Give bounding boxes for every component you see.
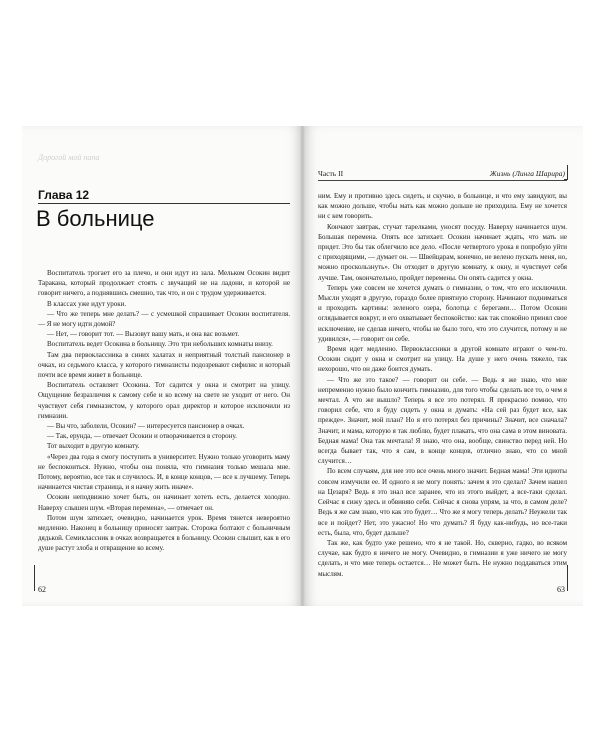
left-paragraph: В классах уже идут уроки. <box>47 299 127 308</box>
right-paragraph: Время идет медленно. Первоклассники в другой комнате играют о чем-то. Осокин сидит у окна и смотрит на улицу. На душе у него очень тяжело, так нехорошо, что он даже боится думать. <box>318 345 567 374</box>
chapter-label: Глава 12 <box>38 188 90 202</box>
running-head-bracket <box>564 165 568 180</box>
left-paragraph: — Так, ерунда, — отвечает Осокин и отворачивается в сторону. <box>47 432 237 441</box>
left-paragraph: Там два первоклассника в синих халатах и неприятный толстый пансионер в очках, из седьмого класса, у которого гимназисты подозревают сифилис и который почти все время живет в больнице. <box>38 350 290 380</box>
left-paragraph: — Вы что, заболели, Осокин? — интересуется пансионер в очках. <box>47 422 245 431</box>
right-paragraph: ним. Ему и противно здесь сидеть, и скучно, в больнице, и что ему завидуют, вы как можно дольше, чтобы мать как можно дольше не приходила. Ему не хочется ни с кем говорить. <box>318 192 567 221</box>
left-ghost-header: Дорогой мой папа <box>38 153 100 162</box>
running-head-title: Жизнь (Линга Шарира) <box>489 169 565 178</box>
right-page-number: 63 <box>557 585 565 594</box>
left-paragraph: Воспитатель ведет Осокина в больницу. Это три небольших комнаты внизу. <box>47 340 273 349</box>
running-head-part: Часть II <box>318 169 344 178</box>
book-spine <box>300 126 305 606</box>
chapter-rule <box>38 203 290 204</box>
left-paragraph: — Что же теперь мне делать? — с усмешкой спрашивает Осокин воспитателя. — Я не могу идти домой? <box>38 309 290 329</box>
left-paragraph: «Через два года я смогу поступить в университет. Нужно только уговорить маму не беспокоиться. Нужно, чтобы она поняла, что гимназия только мешала мне. Потому, вероятно, все так и случилось. И, в конце концов, — все к лучшему. Теперь начинается чистая страница, и я начну жить иначе». <box>38 452 290 492</box>
right-page-text <box>318 191 567 579</box>
right-paragraph: Кончают завтрак, стучат тарелками, уносят посуду. Наверху начинается шум. Большая перемена. Опять все затихает. Осокин начинает ждать, что мать не придет. Это бы так облегчило все дело. «После четвертого урока я попробую уйти с приходящими, — думает он. — Швейцарам, конечно, не велено пускать меня, но, можно проскользнуть». Он отходит в другую комнату, к окну, и чувствует себя лучше. Там, окончательно, пройдет перемены. Он опять садится у окна. <box>318 222 567 282</box>
right-paragraph: Теперь уже совсем не хочется думать о гимназии, о том, что его исключили. Мысли уходят в другую, гораздо более приятную сторону. Начинают подниматься и проходить картины: зеленого озера, болотца с берегами… Потом Осокин оглядывается вокруг, и его охватывает беспокойство: как так спокойно принял свое исключение, не сделав ничего, чтобы не было того, что это случится, потому и не удивился», — говорит он себе. <box>318 283 567 343</box>
right-paragraph: Так же, как будто уже решено, что я не такой. Но, скверно, гадко, во всяком случае, как будто я ничего не могу. Очевидно, в гимназии я уже ничего не могу сделать, и что мне теперь остается… Не может быть. Не нужно поддаваться этим мыслям. <box>318 538 567 578</box>
left-paragraph: — Нет, — говорит тот. — Вызовут вашу мать, и она вас возьмет. <box>47 330 240 339</box>
left-folio-rule <box>34 565 35 591</box>
left-paragraph: Осокин неподвижно хочет быть, он начинает хотеть есть, делается холодно. Наверху слышен шум. «Вторая перемена», — отмечает он. <box>38 493 290 512</box>
right-paragraph: — Что же это такое? — говорит он себе. — Ведь я же знаю, что мне непременно нужно было кончить гимназию, для того чтобы сделать все то, о чем я мечтал. А что же вышло? Теперь я все это потерял. Я прекрасно помню, что говорил себе, что я буду сидеть у окна и думать: «На сей раз будет все, как прежде». Значит, мой план? Но я его потерял без причины? Значит, все сначала? Значит, и мама, которую я так люблю, будет плакать, что она сама в этом виновата. Бедная мама! Она так мечтала! Я знаю, что она, вообще, свинство перед ней. Но всегда бывает так, что я сам, в конце концов, отлично знаю, что со мной случится… <box>318 375 567 466</box>
left-paragraph: Воспитатель оставляет Осокина. Тот садится у окна и смотрит на улицу. Ощущение безразличия к самому себе и ко всему на свете не уходит от него. Он чувствует себя гимназистом, у которого орал директор и которое исключили из гимназии. <box>38 381 290 420</box>
left-paragraph: Тот выходит в другую комнату. <box>47 442 140 451</box>
left-page-number: 62 <box>38 585 46 594</box>
left-page-text <box>38 268 290 554</box>
right-paragraph: По всем случаям, для нее это все очень много значит. Бедная мама! Эти идиоты совсем измучили ее. И одного я не могу понять: зачем я это сделал? Зачем нашел на Цезаря? Ведь я это знал все заранее, что из этого выйдет, а все-таки сделал. Сейчас я сижу здесь и обвиняю себя. Сейчас я снова упрям, за что, в самом деле? Ведь я же сам знаю, что как это будет… Что же я могу теперь делать? Неужели так все и пойдет? Нет, это ужасно! Но что думать? Я буду как-нибудь, но все-таки есть, была, что, будет дальше? <box>318 467 567 537</box>
chapter-title: В больнице <box>36 206 155 231</box>
running-head-rule <box>318 180 567 181</box>
left-paragraph: Воспитатель трогает его за плечо, и они идут из зала. Мельком Осокин видит Таракана, который продолжает стоять с звучащий не на ладони, и которой не говорит ничего, а поднявшись смешно, так что, и он с трудом удерживается. <box>38 269 290 298</box>
right-folio-rule <box>567 565 568 591</box>
left-paragraph: Потом шум затихает, очевидно, начинается урок. Время тянется невероятно медленно. Наконец в больницу приносят завтрак. Сторожа болтают с больничным дядькой. Семиклассник в очках возвращается в больницу. Осокин слышит, как в его душе растут злоба и отвращение ко всему. <box>38 513 290 553</box>
